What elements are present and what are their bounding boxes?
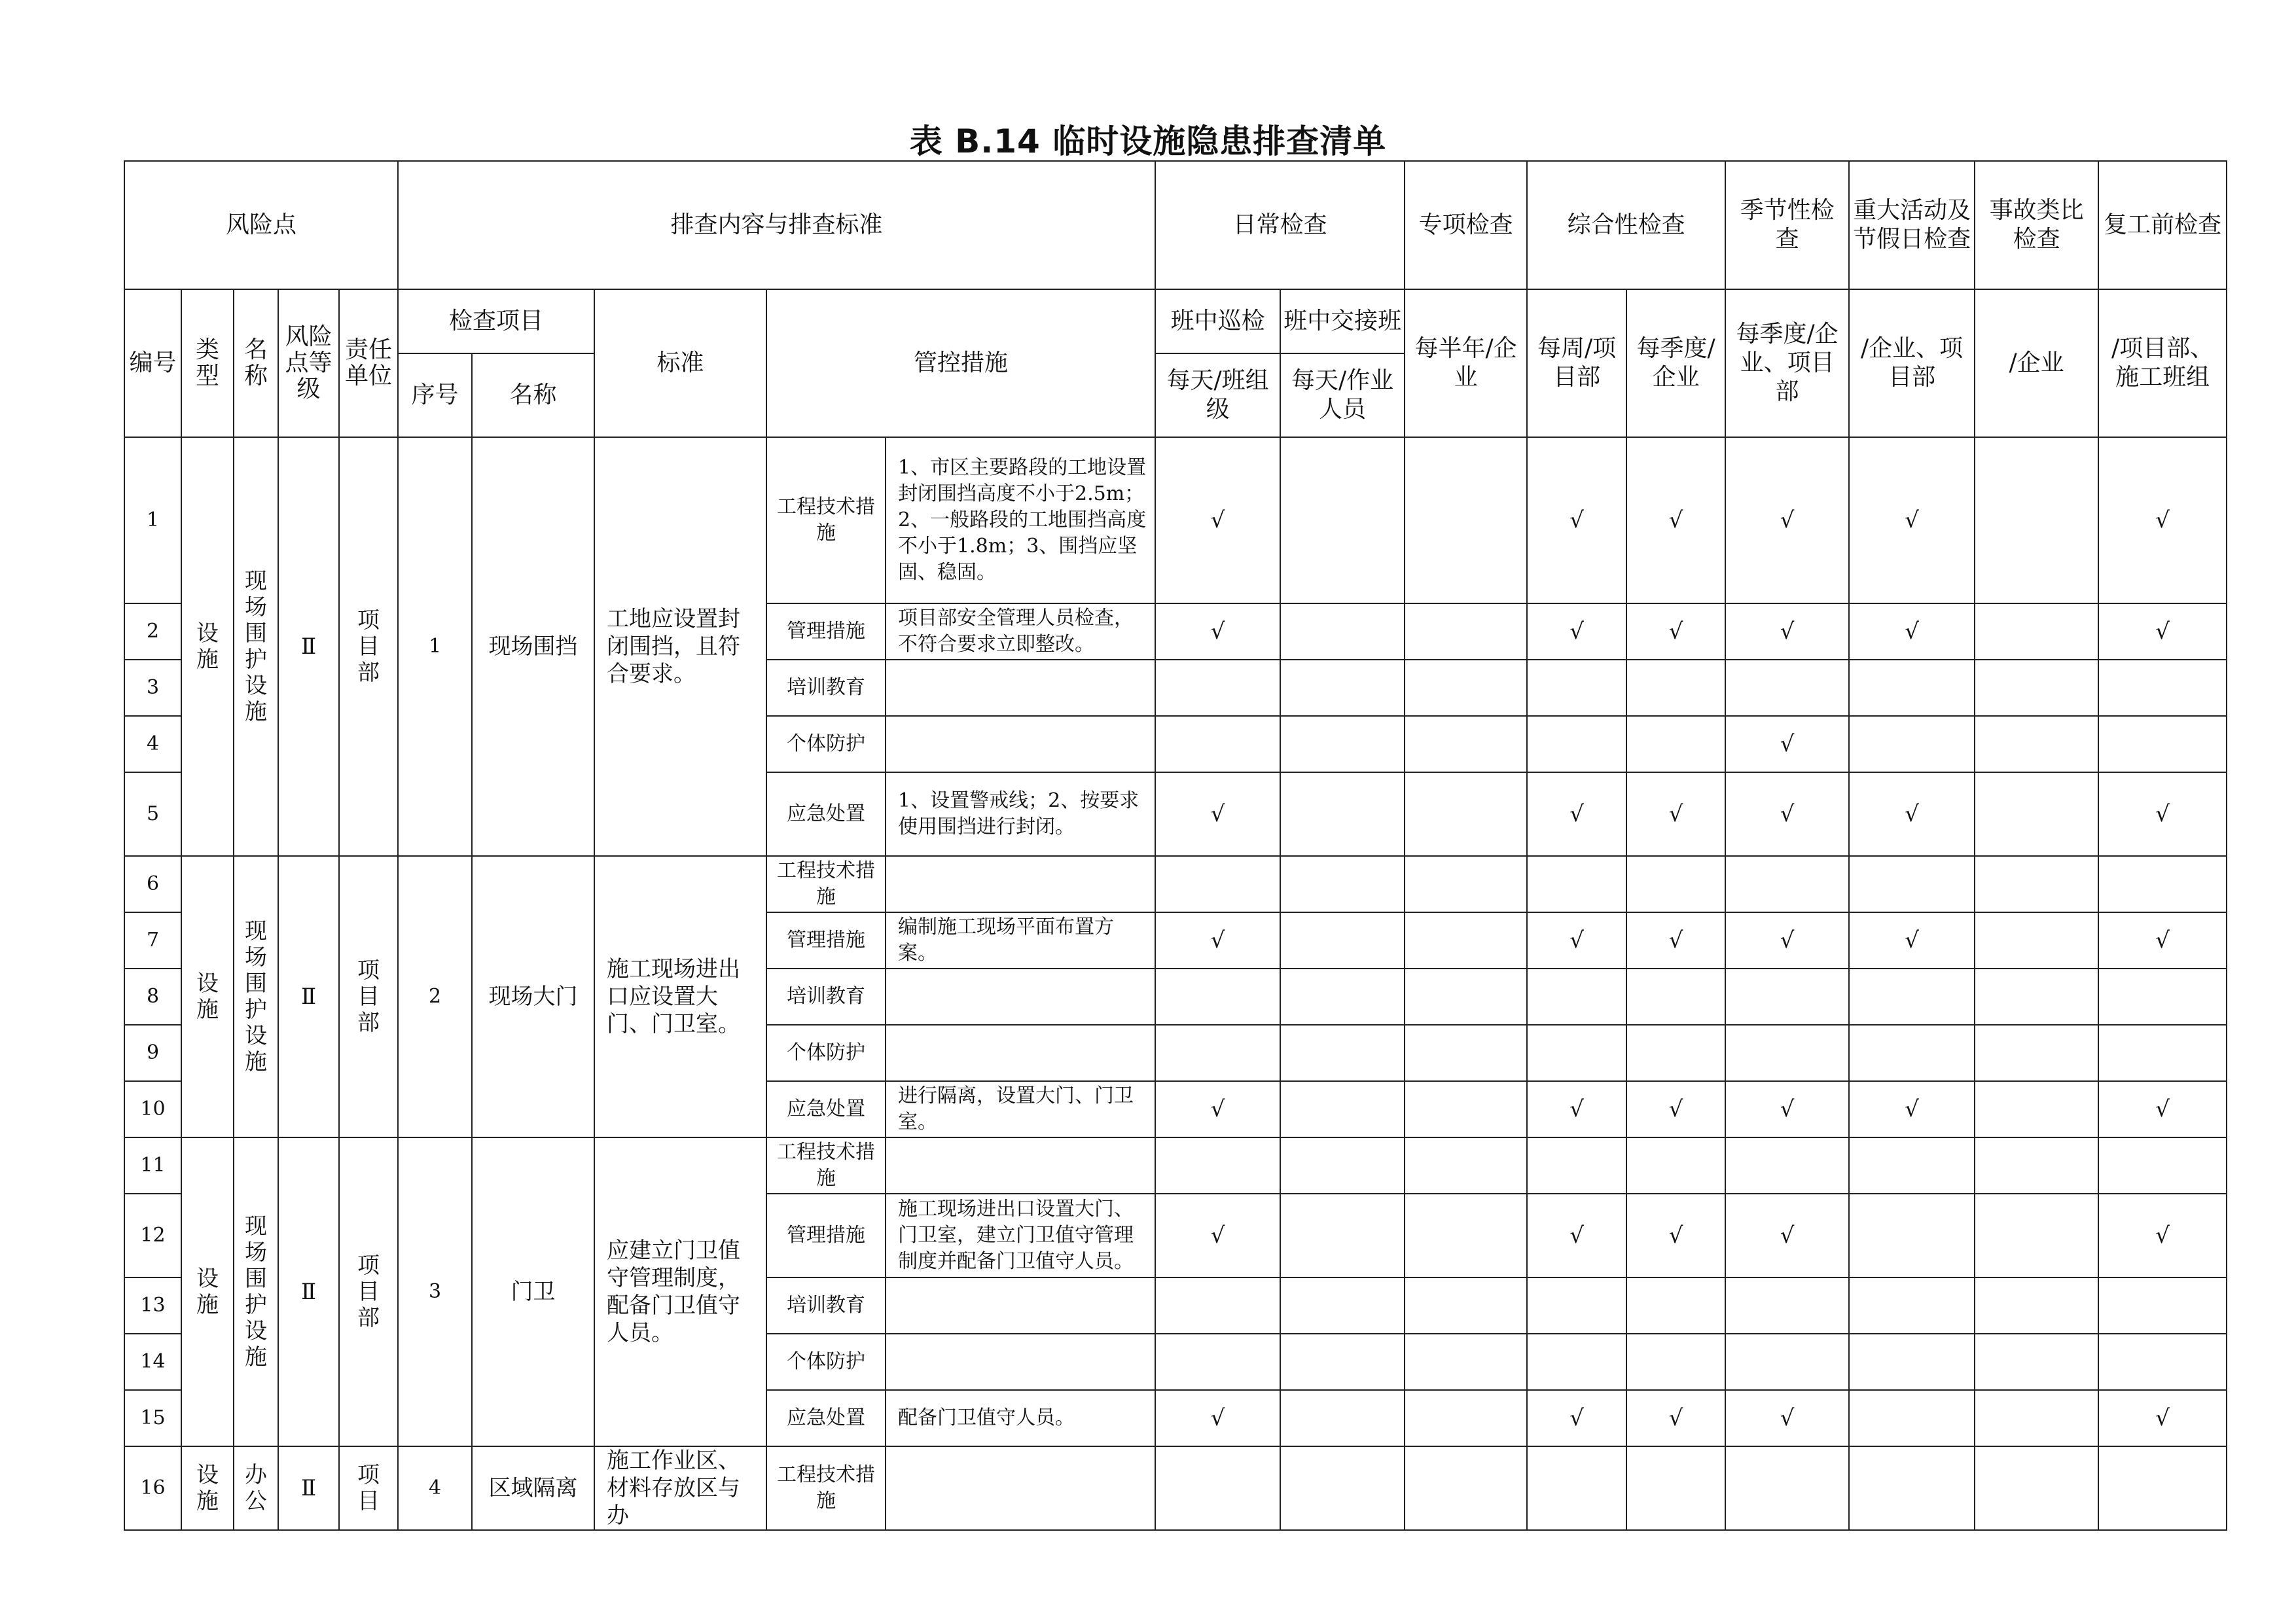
hazard-checklist-table [124, 160, 2227, 1531]
risk-level: Ⅱ [278, 856, 339, 1137]
header-col-unit: 责任单位 [339, 289, 398, 437]
check-mark [2098, 716, 2227, 772]
check-mark [1527, 969, 1626, 1025]
row-number: 4 [124, 716, 181, 772]
check-mark [1405, 1025, 1527, 1081]
check-mark [1280, 603, 1405, 660]
check-mark [1527, 1334, 1626, 1390]
header-standard: 标准 [594, 289, 766, 437]
measure-text: 编制施工现场平面布置方案。 [886, 912, 1155, 969]
check-mark: √ [1155, 772, 1280, 856]
check-mark [1155, 660, 1280, 716]
risk-level: Ⅱ [278, 1137, 339, 1446]
row-number: 9 [124, 1025, 181, 1081]
measure-text: 项目部安全管理人员检查，不符合要求立即整改。 [886, 603, 1155, 660]
check-mark [2098, 1277, 2227, 1334]
row-number: 14 [124, 1334, 181, 1390]
check-mark: √ [1626, 1390, 1725, 1446]
row-number: 6 [124, 856, 181, 912]
check-mark: √ [1626, 912, 1725, 969]
item-name: 区域隔离 [472, 1446, 594, 1530]
risk-name: 现场围护设施 [234, 437, 278, 856]
check-mark [1405, 912, 1527, 969]
check-mark: √ [2098, 1194, 2227, 1277]
check-mark [1849, 1390, 1975, 1446]
check-mark [1155, 1025, 1280, 1081]
header-daily-check: 日常检查 [1155, 161, 1405, 289]
check-mark [2098, 1137, 2227, 1194]
row-number: 12 [124, 1194, 181, 1277]
row-number: 1 [124, 437, 181, 603]
check-mark [1527, 856, 1626, 912]
measure-text [886, 716, 1155, 772]
header-holiday-freq: /企业、项目部 [1849, 289, 1975, 437]
measure-text: 1、市区主要路段的工地设置封闭围挡高度不小于2.5m；2、一般路段的工地围挡高度不小于1.8m；3、围挡应坚固、稳固。 [886, 437, 1155, 603]
check-mark [1155, 1137, 1280, 1194]
check-mark [1975, 1137, 2098, 1194]
measure-category: 工程技术措施 [766, 1446, 886, 1530]
check-mark [1280, 437, 1405, 603]
check-mark [1725, 856, 1849, 912]
header-accident-freq: /企业 [1975, 289, 2098, 437]
check-mark [1155, 1334, 1280, 1390]
check-mark: √ [1626, 1081, 1725, 1137]
row-number: 8 [124, 969, 181, 1025]
check-mark: √ [1155, 912, 1280, 969]
measure-category: 工程技术措施 [766, 437, 886, 603]
check-mark: √ [1725, 716, 1849, 772]
responsible-unit: 项目部 [339, 1137, 398, 1446]
check-mark [1280, 1277, 1405, 1334]
table-row [124, 856, 2227, 912]
check-mark: √ [1527, 603, 1626, 660]
measure-text: 配备门卫值守人员。 [886, 1390, 1155, 1446]
item-seq: 2 [398, 856, 472, 1137]
check-mark: √ [1725, 772, 1849, 856]
check-mark [1626, 969, 1725, 1025]
check-mark [1280, 1137, 1405, 1194]
check-mark [1280, 660, 1405, 716]
header-comprehensive-check: 综合性检查 [1527, 161, 1725, 289]
check-mark [1527, 660, 1626, 716]
measure-text [886, 969, 1155, 1025]
header-seasonal-check: 季节性检查 [1725, 161, 1849, 289]
check-mark [1405, 1446, 1527, 1530]
check-mark: √ [1725, 912, 1849, 969]
header-patrol-freq: 每天/班组级 [1155, 353, 1280, 437]
row-number: 3 [124, 660, 181, 716]
check-mark [1626, 856, 1725, 912]
document-title: 表 B.14 临时设施隐患排查清单 [909, 122, 1387, 160]
check-mark: √ [1725, 1390, 1849, 1446]
check-mark: √ [2098, 912, 2227, 969]
check-mark [2098, 969, 2227, 1025]
check-mark [1626, 716, 1725, 772]
check-mark: √ [1155, 603, 1280, 660]
check-mark [1405, 437, 1527, 603]
header-resume-check: 复工前检查 [2098, 161, 2227, 289]
check-mark [2098, 1334, 2227, 1390]
measure-text: 施工现场进出口设置大门、门卫室，建立门卫值守管理制度并配备门卫值守人员。 [886, 1194, 1155, 1277]
check-mark [1405, 969, 1527, 1025]
measure-category: 应急处置 [766, 1081, 886, 1137]
check-mark [1626, 1334, 1725, 1390]
measure-category: 培训教育 [766, 969, 886, 1025]
check-mark [1527, 1277, 1626, 1334]
measure-category: 应急处置 [766, 1390, 886, 1446]
measure-text [886, 1137, 1155, 1194]
check-mark [1975, 856, 2098, 912]
check-mark: √ [1527, 772, 1626, 856]
check-mark [1849, 1194, 1975, 1277]
header-accident-check: 事故类比检查 [1975, 161, 2098, 289]
risk-name: 办公 [234, 1446, 278, 1530]
item-seq: 3 [398, 1137, 472, 1446]
check-mark: √ [1527, 1390, 1626, 1446]
table-row [124, 1446, 2227, 1530]
check-mark [1975, 1194, 2098, 1277]
responsible-unit: 项目部 [339, 856, 398, 1137]
check-mark [1725, 1334, 1849, 1390]
check-mark [1975, 969, 2098, 1025]
measure-category: 培训教育 [766, 660, 886, 716]
check-mark: √ [1155, 1081, 1280, 1137]
check-mark [1280, 1446, 1405, 1530]
check-mark: √ [1155, 1390, 1280, 1446]
check-mark: √ [1725, 603, 1849, 660]
check-mark [1280, 716, 1405, 772]
check-mark [1280, 1081, 1405, 1137]
check-mark [1527, 1025, 1626, 1081]
measure-text [886, 1025, 1155, 1081]
check-mark [1280, 856, 1405, 912]
measure-category: 工程技术措施 [766, 856, 886, 912]
item-standard: 应建立门卫值守管理制度，配备门卫值守人员。 [594, 1137, 766, 1446]
check-mark: √ [2098, 437, 2227, 603]
check-mark: √ [1849, 912, 1975, 969]
check-mark: √ [2098, 1390, 2227, 1446]
item-seq: 1 [398, 437, 472, 856]
check-mark [1405, 1137, 1527, 1194]
check-mark [1405, 1081, 1527, 1137]
check-mark [1527, 716, 1626, 772]
check-mark [1155, 969, 1280, 1025]
check-mark [1155, 716, 1280, 772]
header-col-level: 风险点等级 [278, 289, 339, 437]
check-mark [2098, 856, 2227, 912]
item-name: 现场大门 [472, 856, 594, 1137]
header-item-name: 名称 [472, 353, 594, 437]
row-number: 11 [124, 1137, 181, 1194]
row-number: 10 [124, 1081, 181, 1137]
check-mark [1849, 969, 1975, 1025]
header-resume-freq: /项目部、施工班组 [2098, 289, 2227, 437]
header-content-standard: 排查内容与排查标准 [398, 161, 1155, 289]
check-mark [1405, 1194, 1527, 1277]
check-mark: √ [1849, 1081, 1975, 1137]
header-control-measures: 管控措施 [766, 289, 1155, 437]
check-mark [1975, 772, 2098, 856]
check-mark: √ [1527, 1081, 1626, 1137]
measure-text: 进行隔离，设置大门、门卫室。 [886, 1081, 1155, 1137]
responsible-unit: 项目部 [339, 437, 398, 856]
check-mark [1405, 660, 1527, 716]
check-mark [1849, 856, 1975, 912]
check-mark [1975, 437, 2098, 603]
check-mark [1280, 1194, 1405, 1277]
item-standard: 施工作业区、材料存放区与办 [594, 1446, 766, 1530]
check-mark: √ [1155, 437, 1280, 603]
check-mark: √ [2098, 603, 2227, 660]
row-number: 13 [124, 1277, 181, 1334]
check-mark [1155, 1446, 1280, 1530]
check-mark: √ [1527, 1194, 1626, 1277]
header-handover: 班中交接班 [1280, 289, 1405, 353]
measure-text [886, 1446, 1155, 1530]
check-mark [1849, 1277, 1975, 1334]
check-mark [2098, 660, 2227, 716]
row-number: 5 [124, 772, 181, 856]
check-mark [1849, 660, 1975, 716]
check-mark [1975, 1025, 2098, 1081]
check-mark: √ [2098, 1081, 2227, 1137]
check-mark [1405, 856, 1527, 912]
item-name: 现场围挡 [472, 437, 594, 856]
measure-text [886, 856, 1155, 912]
check-mark [1626, 1137, 1725, 1194]
header-col-type: 类型 [181, 289, 234, 437]
check-mark [1725, 1025, 1849, 1081]
measure-category: 管理措施 [766, 1194, 886, 1277]
header-special-check: 专项检查 [1405, 161, 1527, 289]
row-number: 15 [124, 1390, 181, 1446]
header-patrol: 班中巡检 [1155, 289, 1280, 353]
check-mark [1725, 1137, 1849, 1194]
check-mark [1725, 969, 1849, 1025]
check-mark: √ [1527, 437, 1626, 603]
measure-category: 应急处置 [766, 772, 886, 856]
check-mark: √ [1626, 772, 1725, 856]
header-weekly: 每周/项目部 [1527, 289, 1626, 437]
header-quarterly: 每季度/企业 [1626, 289, 1725, 437]
check-mark: √ [1725, 1194, 1849, 1277]
header-holiday-check: 重大活动及节假日检查 [1849, 161, 1975, 289]
check-mark [1849, 1025, 1975, 1081]
check-mark: √ [1849, 772, 1975, 856]
measure-text [886, 1334, 1155, 1390]
risk-level: Ⅱ [278, 437, 339, 856]
measure-category: 管理措施 [766, 603, 886, 660]
measure-category: 个体防护 [766, 1334, 886, 1390]
check-mark: √ [1725, 437, 1849, 603]
row-number: 7 [124, 912, 181, 969]
check-mark [1405, 772, 1527, 856]
check-mark: √ [1626, 603, 1725, 660]
responsible-unit: 项目 [339, 1446, 398, 1530]
check-mark [1626, 1025, 1725, 1081]
measure-category: 培训教育 [766, 1277, 886, 1334]
check-mark [1725, 1277, 1849, 1334]
check-mark [1626, 660, 1725, 716]
check-mark [1280, 969, 1405, 1025]
table-row [124, 1137, 2227, 1194]
check-mark [1975, 1081, 2098, 1137]
risk-name: 现场围护设施 [234, 856, 278, 1137]
item-seq: 4 [398, 1446, 472, 1530]
header-seasonal-freq: 每季度/企业、项目部 [1725, 289, 1849, 437]
check-mark [1975, 1390, 2098, 1446]
risk-type: 设施 [181, 437, 234, 856]
row-number: 16 [124, 1446, 181, 1530]
check-mark [1725, 660, 1849, 716]
check-mark [1405, 1390, 1527, 1446]
check-mark [1975, 1334, 2098, 1390]
item-name: 门卫 [472, 1137, 594, 1446]
check-mark [1280, 772, 1405, 856]
check-mark: √ [1725, 1081, 1849, 1137]
risk-type: 设施 [181, 1446, 234, 1530]
check-mark [1725, 1446, 1849, 1530]
check-mark [1975, 660, 2098, 716]
check-mark [1849, 716, 1975, 772]
measure-text [886, 660, 1155, 716]
check-mark [1626, 1446, 1725, 1530]
header-handover-freq: 每天/作业人员 [1280, 353, 1405, 437]
check-mark [1849, 1446, 1975, 1530]
header-risk-point: 风险点 [124, 161, 398, 289]
header-special-freq: 每半年/企业 [1405, 289, 1527, 437]
check-mark [1280, 1334, 1405, 1390]
table-row [124, 437, 2227, 603]
check-mark [1849, 1137, 1975, 1194]
measure-text [886, 1277, 1155, 1334]
check-mark [1280, 912, 1405, 969]
check-mark: √ [1849, 603, 1975, 660]
check-mark [1405, 716, 1527, 772]
header-col-name: 名称 [234, 289, 278, 437]
measure-text: 1、设置警戒线；2、按要求使用围挡进行封闭。 [886, 772, 1155, 856]
check-mark [1155, 856, 1280, 912]
risk-type: 设施 [181, 856, 234, 1137]
check-mark [1849, 1334, 1975, 1390]
check-mark [1975, 603, 2098, 660]
check-mark [1405, 1277, 1527, 1334]
check-mark [1405, 1334, 1527, 1390]
check-mark [1975, 1277, 2098, 1334]
risk-level: Ⅱ [278, 1446, 339, 1530]
check-mark: √ [1527, 912, 1626, 969]
check-mark [2098, 1025, 2227, 1081]
check-mark [1975, 912, 2098, 969]
check-mark [2098, 1446, 2227, 1530]
check-mark: √ [1626, 1194, 1725, 1277]
header-check-item: 检查项目 [398, 289, 594, 353]
check-mark: √ [1155, 1194, 1280, 1277]
check-mark: √ [1849, 437, 1975, 603]
risk-name: 现场围护设施 [234, 1137, 278, 1446]
check-mark [1626, 1277, 1725, 1334]
check-mark [1155, 1277, 1280, 1334]
measure-category: 工程技术措施 [766, 1137, 886, 1194]
measure-category: 个体防护 [766, 716, 886, 772]
risk-type: 设施 [181, 1137, 234, 1446]
check-mark: √ [1626, 437, 1725, 603]
check-mark: √ [2098, 772, 2227, 856]
header-col-no: 编号 [124, 289, 181, 437]
check-mark [1280, 1390, 1405, 1446]
check-mark [1280, 1025, 1405, 1081]
item-standard: 施工现场进出口应设置大门、门卫室。 [594, 856, 766, 1137]
measure-category: 管理措施 [766, 912, 886, 969]
check-mark [1527, 1137, 1626, 1194]
item-standard: 工地应设置封闭围挡，且符合要求。 [594, 437, 766, 856]
check-mark [1975, 1446, 2098, 1530]
row-number: 2 [124, 603, 181, 660]
header-seq: 序号 [398, 353, 472, 437]
check-mark [1527, 1446, 1626, 1530]
check-mark [1975, 716, 2098, 772]
check-mark [1405, 603, 1527, 660]
measure-category: 个体防护 [766, 1025, 886, 1081]
